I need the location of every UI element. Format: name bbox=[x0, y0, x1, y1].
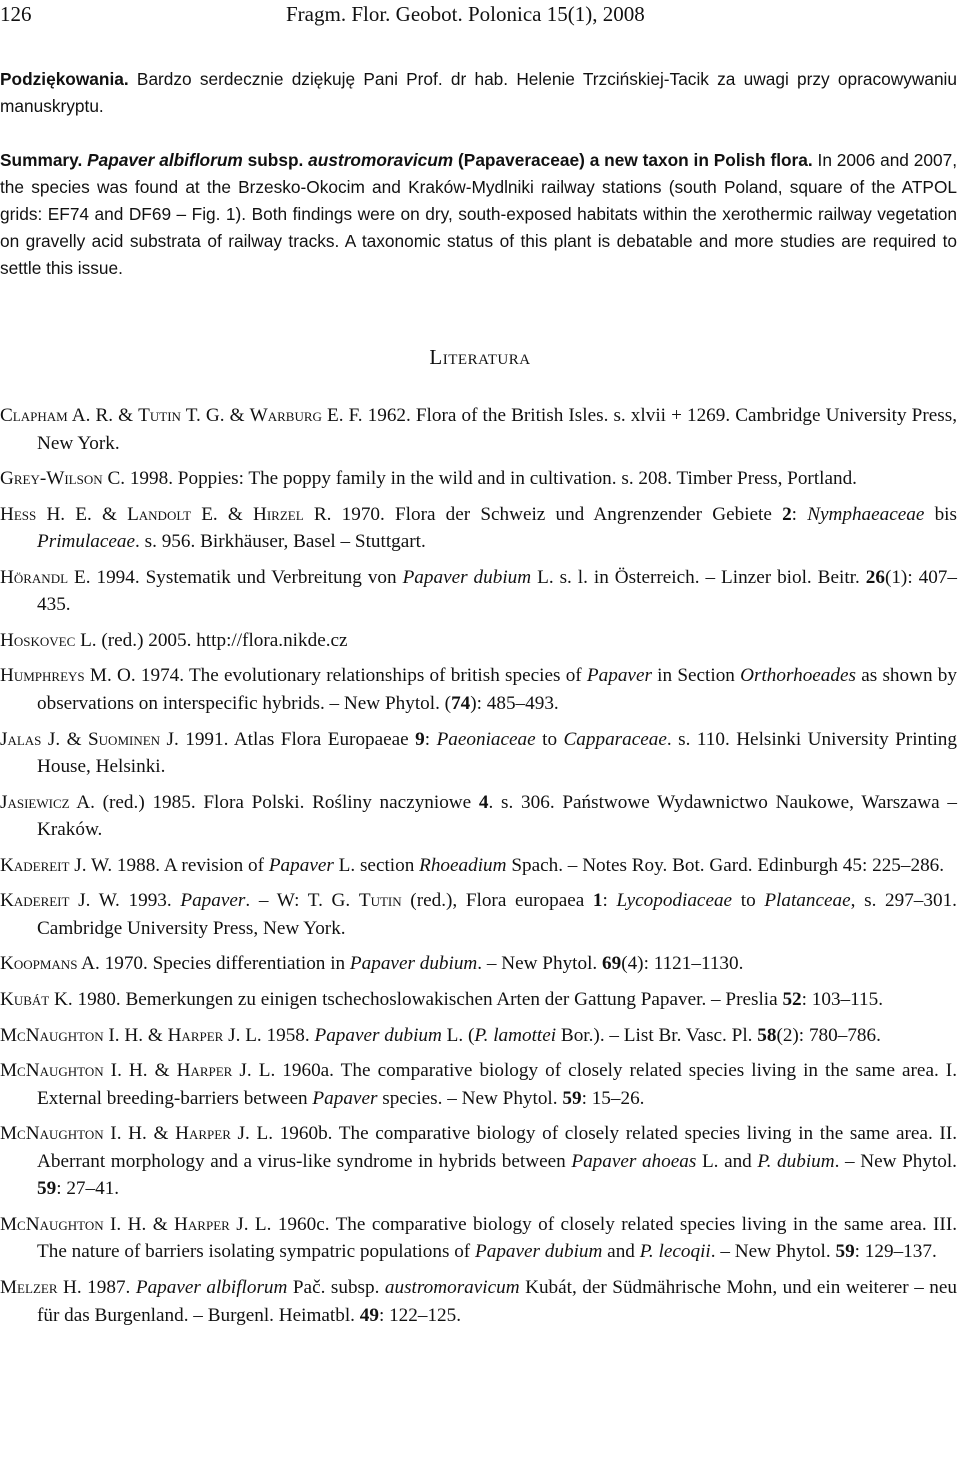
reference-text-segment: I. H. & bbox=[103, 1060, 177, 1082]
reference-text-segment: A. R. & bbox=[67, 405, 139, 426]
reference-text-segment: E. F. 1962. Flora of the British Isles. s. xlvii + 1269. Cambridge University Press, New York. bbox=[37, 405, 957, 454]
reference-entry bbox=[0, 402, 957, 457]
reference-entry bbox=[0, 887, 957, 942]
reference-text-segment: species. – New Phytol. bbox=[377, 1087, 563, 1109]
reference-text-segment: Pač. subsp. bbox=[287, 1277, 385, 1298]
reference-text-segment: Suominen bbox=[88, 728, 161, 750]
reference-text-segment: Capparaceae bbox=[563, 728, 667, 750]
reference-text-segment: Lycopodiaceae bbox=[616, 890, 733, 912]
reference-text-segment: Harper bbox=[176, 1060, 233, 1082]
reference-text-segment: J. L. 1960a. The comparative biology of closely related species living in the same area. I. External breeding-barriers between bbox=[37, 1060, 957, 1109]
reference-text-segment: Landolt bbox=[127, 503, 192, 525]
summary-heading: Summary. bbox=[0, 150, 83, 170]
reference-author: Kubát bbox=[0, 989, 50, 1011]
reference-entry bbox=[0, 564, 957, 619]
reference-text-segment: Papaver dubium bbox=[314, 1024, 442, 1046]
reference-text-segment: . s. 306. Państwowe Wydawnictwo Naukowe, Warszawa – Kraków. bbox=[37, 791, 958, 841]
acknowledgement-heading: Podziękowania. bbox=[0, 69, 129, 89]
reference-text-segment: L. and bbox=[696, 1150, 758, 1172]
summary-text: In 2006 and 2007, the species was found at the Brzesko-Okocim and Kraków-Mydlniki railway stations (south Poland, square of the ATPOL grids: EF74 and DF69 – Fig. 1). Both findings were on dry, south-exposed habitats within the xerothermic railway vegetation on gravelly acid substrata of railway tracks. A taxonomic status of this plant is debatable and more studies are required to settle this issue. bbox=[0, 150, 958, 278]
reference-text-segment: I. H. & bbox=[103, 1123, 176, 1145]
reference-entry bbox=[0, 789, 957, 844]
reference-author: Kadereit bbox=[0, 854, 70, 876]
reference-text-segment: Harper bbox=[167, 1024, 224, 1046]
reference-author: McNaughton bbox=[0, 1123, 104, 1145]
reference-text-segment: Warburg bbox=[249, 405, 322, 426]
reference-author: Humphreys bbox=[0, 665, 85, 687]
reference-list bbox=[0, 402, 957, 1337]
reference-text-segment: Orthorhoeades bbox=[740, 665, 856, 687]
literature-heading: Literatura bbox=[429, 345, 531, 369]
page-number: 126 bbox=[0, 2, 32, 26]
reference-text-segment: austromoravicum bbox=[384, 1277, 520, 1298]
reference-text-segment: Bor.). – List Br. Vasc. Pl. bbox=[556, 1024, 758, 1046]
reference-text-segment: Papaver dubium bbox=[349, 953, 478, 975]
reference-text-segment: : 15–26. bbox=[581, 1087, 645, 1109]
summary-paragraph bbox=[0, 147, 957, 282]
running-header bbox=[0, 2, 960, 28]
reference-text-segment: J. L. 1960c. The comparative biology of closely related species living in the same area. III. The nature of barriers isolating sympatric populations of bbox=[37, 1213, 958, 1263]
reference-author: Hörandl bbox=[0, 566, 69, 588]
journal-citation: Fragm. Flor. Geobot. Polonica 15(1), 2008 bbox=[286, 2, 645, 26]
reference-author: Clapham bbox=[0, 405, 68, 426]
reference-text-segment: Papaver ahoeas bbox=[571, 1150, 697, 1172]
reference-text-segment: L. ( bbox=[441, 1024, 475, 1046]
reference-text-segment: C. 1998. Poppies: The poppy family in the wild and in cultivation. s. 208. Timber Press, Portland. bbox=[102, 468, 857, 490]
reference-text-segment: H. 1987. bbox=[57, 1277, 136, 1298]
reference-text-segment: I. H. & bbox=[103, 1213, 175, 1235]
reference-text-segment: A. (red.) 1985. Flora Polski. Rośliny naczyniowe bbox=[69, 791, 479, 813]
reference-text-segment: P. lamottei bbox=[474, 1024, 557, 1046]
reference-text-segment: : bbox=[424, 728, 437, 750]
reference-author: McNaughton bbox=[0, 1060, 104, 1082]
reference-text-segment: : 103–115. bbox=[801, 989, 884, 1011]
reference-text-segment: 59 bbox=[37, 1178, 57, 1200]
reference-entry bbox=[0, 465, 957, 493]
reference-text-segment: . – New Phytol. bbox=[834, 1150, 957, 1172]
reference-author: McNaughton bbox=[0, 1024, 104, 1046]
reference-text-segment: 9 bbox=[415, 728, 425, 750]
reference-text-segment: 26 bbox=[865, 566, 885, 588]
reference-text-segment: J. W. 1988. A revision of bbox=[69, 854, 269, 876]
reference-text-segment: : bbox=[602, 890, 617, 912]
reference-text-segment: in Section bbox=[651, 665, 741, 687]
reference-author: Melzer bbox=[0, 1277, 58, 1298]
reference-entry bbox=[0, 986, 957, 1014]
reference-entry bbox=[0, 852, 957, 880]
reference-text-segment: 4 bbox=[478, 791, 489, 813]
reference-text-segment: . s. 956. Birkhäuser, Basel – Stuttgart. bbox=[135, 531, 426, 553]
reference-text-segment: Tutin bbox=[358, 890, 402, 912]
reference-author: Koopmans bbox=[0, 953, 78, 975]
reference-text-segment: Primulaceae bbox=[37, 531, 136, 553]
reference-text-segment: J. L. 1958. bbox=[223, 1024, 315, 1046]
reference-text-segment: Rhoeadium bbox=[419, 854, 507, 876]
reference-text-segment: J. L. 1960b. The comparative biology of closely related species living in the same area. II. Aberrant morphology and a virus-like syndrome in hybrids between bbox=[37, 1123, 958, 1172]
reference-text-segment: Platanceae bbox=[764, 890, 851, 912]
reference-entry bbox=[0, 662, 957, 717]
reference-text-segment: (red.), Flora europaea bbox=[401, 890, 593, 912]
reference-text-segment: 59 bbox=[835, 1241, 855, 1263]
reference-text-segment: I. H. & bbox=[103, 1024, 168, 1046]
reference-text-segment: . – New Phytol. bbox=[710, 1241, 836, 1263]
reference-text-segment: as shown by observations on interspecific hybrids. – New Phytol. ( bbox=[37, 665, 957, 714]
reference-text-segment: M. O. 1974. The evolutionary relationships of british species of bbox=[84, 665, 587, 687]
reference-text-segment: (1): 407–435. bbox=[37, 566, 957, 616]
reference-text-segment: : 122–125. bbox=[378, 1304, 462, 1326]
reference-author: Kadereit bbox=[0, 890, 70, 912]
summary-taxon-genus: Papaver albiflorum bbox=[82, 150, 243, 170]
reference-text-segment: : 129–137. bbox=[854, 1241, 937, 1263]
reference-text-segment[interactable]: L. (red.) 2005. http://flora.nikde.cz bbox=[75, 629, 348, 651]
reference-text-segment: 2 bbox=[782, 503, 792, 525]
reference-text-segment: E. & bbox=[191, 503, 253, 525]
reference-text-segment: H. E. & bbox=[36, 503, 128, 525]
reference-text-segment: Papaver albiflorum bbox=[135, 1277, 288, 1298]
summary-taxon-subspecies: austromoravicum bbox=[308, 150, 454, 170]
reference-text-segment: 49 bbox=[359, 1304, 379, 1326]
reference-author: McNaughton bbox=[0, 1213, 104, 1235]
reference-author: Hoskovec bbox=[0, 629, 76, 651]
reference-text-segment: Papaver bbox=[312, 1087, 378, 1109]
reference-text-segment: 1 bbox=[592, 890, 603, 912]
reference-text-segment: and bbox=[602, 1241, 640, 1263]
reference-entry bbox=[0, 950, 957, 978]
reference-text-segment: A. 1970. Species differentiation in bbox=[77, 953, 350, 975]
reference-text-segment: Hirzel bbox=[253, 503, 304, 525]
reference-text-segment: T. G. & bbox=[180, 405, 250, 426]
reference-text-segment: Harper bbox=[175, 1123, 231, 1145]
reference-entry bbox=[0, 726, 957, 781]
reference-text-segment: to bbox=[535, 728, 564, 750]
reference-text-segment: , s. 297–301. Cambridge University Press, New York. bbox=[37, 890, 957, 939]
reference-entry bbox=[0, 627, 957, 655]
reference-author: Grey-Wilson bbox=[0, 468, 103, 490]
reference-text-segment: . – W: T. G. bbox=[245, 890, 359, 912]
reference-text-segment: E. 1994. Systematik und Verbreitung von bbox=[68, 566, 403, 588]
reference-text-segment: 74 bbox=[451, 692, 471, 714]
reference-text-segment: . – New Phytol. bbox=[477, 953, 603, 975]
reference-text-segment: Papaver dubium bbox=[475, 1241, 603, 1263]
reference-text-segment: . s. 110. Helsinki University Printing House, Helsinki. bbox=[37, 728, 957, 778]
reference-text-segment: R. 1970. Flora der Schweiz und Angrenzender Gebiete bbox=[303, 503, 783, 525]
reference-text-segment: L. section bbox=[333, 854, 420, 876]
reference-entry bbox=[0, 1120, 957, 1203]
reference-text-segment: 58 bbox=[757, 1024, 777, 1046]
acknowledgement-text: Bardzo serdecznie dziękuję Pani Prof. dr hab. Helenie Trzcińskiej-Tacik za uwagi przy opracowywaniu manuskryptu. bbox=[0, 69, 957, 116]
reference-text-segment: Paeoniaceae bbox=[436, 728, 536, 750]
reference-entry bbox=[0, 1057, 957, 1112]
reference-text-segment: Harper bbox=[174, 1213, 230, 1235]
reference-text-segment: to bbox=[732, 890, 765, 912]
reference-text-segment: (2): 780–786. bbox=[776, 1024, 881, 1046]
acknowledgement-paragraph bbox=[0, 66, 957, 120]
summary-subsp: subsp. bbox=[242, 150, 309, 170]
reference-text-segment: Kubát, der Südmährische Mohn, und ein weiterer – neu für das Burgenland. – Burgenl. Heimatbl. bbox=[37, 1277, 958, 1326]
reference-text-segment: P. dubium bbox=[757, 1150, 835, 1172]
reference-text-segment: P. lecoqii bbox=[639, 1241, 711, 1263]
reference-text-segment: Nymphaeaceae bbox=[807, 503, 925, 525]
reference-entry bbox=[0, 1274, 957, 1329]
reference-text-segment: Papaver bbox=[586, 665, 652, 687]
reference-text-segment: Tutin bbox=[138, 405, 181, 426]
reference-author: Jalas bbox=[0, 728, 42, 750]
reference-author: Jasiewicz bbox=[0, 791, 70, 813]
reference-text-segment: K. 1980. Bemerkungen zu einigen tschechoslowakischen Arten der Gattung Papaver. – Preslia bbox=[49, 989, 783, 1011]
reference-text-segment: J. & bbox=[41, 728, 88, 750]
reference-text-segment: Papaver dubium bbox=[402, 566, 532, 588]
reference-text-segment: : bbox=[791, 503, 808, 525]
reference-text-segment: J. 1991. Atlas Flora Europaeae bbox=[160, 728, 416, 750]
reference-text-segment: : 27–41. bbox=[56, 1178, 120, 1200]
reference-entry bbox=[0, 1022, 957, 1050]
reference-entry bbox=[0, 1211, 957, 1266]
summary-title-rest: (Papaveraceae) a new taxon in Polish flora. bbox=[453, 150, 813, 170]
reference-entry bbox=[0, 501, 957, 556]
reference-text-segment: ): 485–493. bbox=[470, 692, 559, 714]
reference-author: Hess bbox=[0, 503, 37, 525]
reference-text-segment: J. W. 1993. bbox=[69, 890, 181, 912]
reference-text-segment: Papaver bbox=[268, 854, 334, 876]
reference-text-segment: Spach. – Notes Roy. Bot. Gard. Edinburgh 45: 225–286. bbox=[506, 854, 945, 876]
reference-text-segment: 52 bbox=[782, 989, 802, 1011]
reference-text-segment: Papaver bbox=[180, 890, 246, 912]
reference-text-segment: L. s. l. in Österreich. – Linzer biol. Beitr. bbox=[531, 566, 866, 588]
reference-text-segment: 69 bbox=[602, 953, 622, 975]
reference-text-segment: 59 bbox=[562, 1087, 582, 1109]
reference-text-segment: bis bbox=[924, 503, 957, 525]
reference-text-segment: (4): 1121–1130. bbox=[621, 953, 744, 975]
